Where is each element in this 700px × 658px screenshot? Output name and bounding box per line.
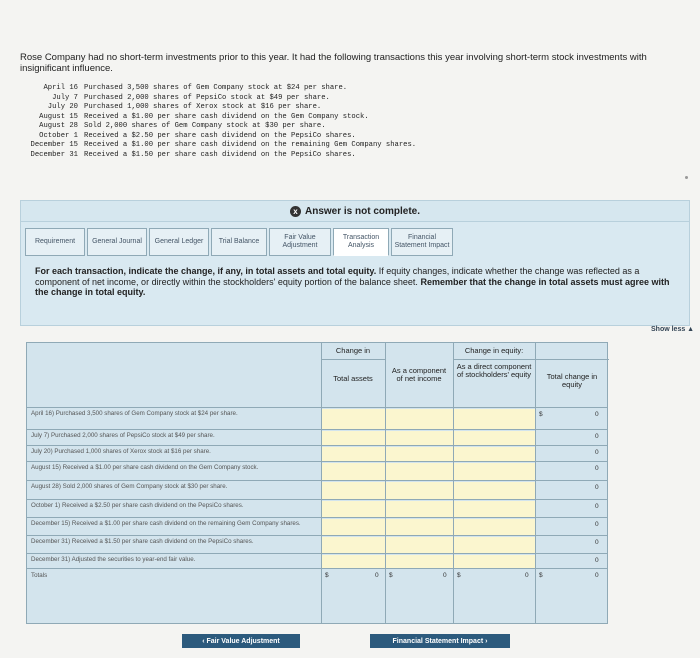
tab-fair-value-adjustment[interactable]: Fair Value Adjustment [269, 228, 331, 256]
row-label: August 28) Sold 2,000 shares of Gem Company stock at $30 per share. [31, 483, 228, 490]
transaction-row [20, 141, 416, 151]
total-assets-input[interactable] [322, 409, 385, 429]
row-label: December 31) Received a $1.50 per share cash dividend on the PepsiCo shares. [31, 538, 254, 545]
direct-equity-input[interactable] [454, 555, 535, 568]
transaction-text: Received a $2.50 per share cash dividend on the PepsiCo shares. [84, 131, 356, 140]
tab-requirement[interactable]: Requirement [25, 228, 85, 256]
tab-general-ledger[interactable]: General Ledger [149, 228, 209, 256]
header-net-income-component: As a component of net income [391, 366, 447, 383]
tabs-panel [20, 222, 690, 326]
totals-assets-value: 0 [375, 572, 379, 579]
total-assets-input[interactable] [322, 482, 385, 499]
direct-equity-input[interactable] [454, 501, 535, 517]
header-total-change-equity: Total change in equity [546, 372, 598, 389]
transaction-date: July 7 [52, 93, 78, 102]
total-assets-input[interactable] [322, 519, 385, 535]
total-equity-value: 0 [595, 433, 599, 440]
total-assets-input[interactable] [322, 537, 385, 553]
transaction-text: Sold 2,000 shares of Gem Company stock at $30 per share. [84, 122, 326, 130]
header-total-assets: Total assets [333, 374, 373, 383]
total-equity-value: 0 [595, 539, 599, 546]
tab-bar [25, 228, 455, 256]
totals-equity-value: 0 [595, 572, 599, 579]
table-row [27, 553, 607, 569]
instructions-main: For each transaction, indicate the change, if any, in total assets and total equity. [35, 266, 377, 276]
header-change-in: Change in [335, 346, 371, 355]
total-assets-input[interactable] [322, 463, 385, 480]
next-tab-button[interactable]: Financial Statement Impact › [370, 634, 510, 648]
decorative-dot [685, 176, 688, 179]
transaction-text: Purchased 3,500 shares of Gem Company stock at $24 per share. [84, 84, 348, 92]
direct-equity-input[interactable] [454, 447, 535, 461]
total-assets-input[interactable] [322, 555, 385, 568]
net-income-input[interactable] [386, 555, 453, 568]
row-label: April 16) Purchased 3,500 shares of Gem Company stock at $24 per share. [31, 410, 238, 417]
row-label: December 15) Received a $1.00 per share cash dividend on the remaining Gem Company shares. [31, 520, 301, 527]
tab-transaction-analysis[interactable]: Transaction Analysis [333, 228, 389, 256]
transaction-row [20, 84, 416, 94]
total-equity-value: 0 [595, 465, 599, 472]
transaction-row [20, 132, 416, 142]
instructions-bold-end: Remember that the change in total assets must agree with the change in total equity. [35, 276, 670, 297]
tab-financial-statement-impact[interactable]: Financial Statement Impact [391, 228, 453, 256]
table-row [27, 461, 607, 481]
total-equity-value: 0 [595, 484, 599, 491]
transaction-date: July 20 [47, 103, 78, 111]
total-assets-input[interactable] [322, 431, 385, 445]
tab-trial-balance[interactable]: Trial Balance [211, 228, 267, 256]
net-income-input[interactable] [386, 463, 453, 480]
totals-direct-value: 0 [525, 572, 529, 579]
net-income-input[interactable] [386, 537, 453, 553]
direct-equity-input[interactable] [454, 482, 535, 499]
transaction-date: December 15 [30, 141, 78, 149]
net-income-input[interactable] [386, 482, 453, 499]
dollar-sign: $ [539, 411, 543, 418]
transaction-date: December 31 [30, 150, 78, 159]
transaction-list [20, 84, 416, 160]
table-row [27, 535, 607, 554]
analysis-table [26, 342, 608, 624]
net-income-input[interactable] [386, 501, 453, 517]
prev-tab-button[interactable]: ‹ Fair Value Adjustment [182, 634, 300, 648]
x-circle-icon: x [290, 206, 301, 217]
table-row [27, 407, 607, 430]
direct-equity-input[interactable] [454, 537, 535, 553]
total-assets-input[interactable] [322, 447, 385, 461]
row-label: August 15) Received a $1.00 per share cash dividend on the Gem Company stock. [31, 464, 259, 471]
transaction-date: August 15 [39, 112, 78, 121]
show-less-link[interactable]: Show less ▲ [651, 326, 695, 333]
totals-label: Totals [31, 572, 48, 579]
total-equity-value: 0 [595, 557, 599, 564]
total-equity-value: 0 [595, 521, 599, 528]
problem-intro: Rose Company had no short-term investments prior to this year. It had the following transactions this year involving short-term stock investments with insignificant influence. [20, 52, 647, 74]
direct-equity-input[interactable] [454, 463, 535, 480]
transaction-date: October 1 [39, 131, 78, 140]
instructions [35, 266, 675, 298]
transaction-row [20, 151, 416, 161]
table-row [27, 499, 607, 518]
net-income-input[interactable] [386, 447, 453, 461]
dollar-sign: $ [389, 572, 393, 579]
header-direct-equity-component: As a direct component of stockholders' equity [456, 362, 532, 379]
table-row [27, 480, 607, 500]
instructions-detail: If equity changes, indicate whether the change was reflected as a component of net income, or directly within the stockholders' equity portion of the balance sheet. [35, 266, 640, 287]
row-label: October 1) Received a $2.50 per share cash dividend on the PepsiCo shares. [31, 502, 244, 509]
row-label: July 20) Purchased 1,000 shares of Xerox stock at $16 per share. [31, 448, 211, 455]
table-row [27, 517, 607, 536]
table-row [27, 445, 607, 462]
row-label: December 31) Adjusted the securities to year-end fair value. [31, 556, 196, 563]
transaction-text: Received a $1.00 per share cash dividend on the remaining Gem Company shares. [84, 141, 417, 149]
direct-equity-input[interactable] [454, 409, 535, 429]
transaction-text: Received a $1.50 per share cash dividend on the PepsiCo shares. [84, 150, 356, 159]
totals-row [27, 568, 607, 585]
net-income-input[interactable] [386, 431, 453, 445]
header-change-in-equity: Change in equity: [464, 346, 524, 355]
tab-general-journal[interactable]: General Journal [87, 228, 147, 256]
transaction-row [20, 94, 416, 104]
table-row [27, 429, 607, 446]
total-assets-input[interactable] [322, 501, 385, 517]
dollar-sign: $ [325, 572, 329, 579]
transaction-text: Purchased 2,000 shares of PepsiCo stock at $49 per share. [84, 93, 330, 102]
direct-equity-input[interactable] [454, 519, 535, 535]
total-equity-value: 0 [595, 503, 599, 510]
row-label: July 7) Purchased 2,000 shares of PepsiCo stock at $49 per share. [31, 432, 215, 439]
transaction-row [20, 122, 416, 132]
transaction-row [20, 103, 416, 113]
transaction-date: April 16 [43, 84, 78, 92]
transaction-row [20, 113, 416, 123]
net-income-input[interactable] [386, 409, 453, 429]
totals-net-income-value: 0 [443, 572, 447, 579]
transaction-text: Received a $1.00 per share cash dividend on the Gem Company stock. [84, 112, 369, 121]
net-income-input[interactable] [386, 519, 453, 535]
transaction-text: Purchased 1,000 shares of Xerox stock at $16 per share. [84, 103, 322, 111]
total-equity-value: 0 [595, 411, 599, 418]
transaction-date: August 28 [39, 122, 78, 130]
answer-status-label: Answer is not complete. [304, 205, 421, 217]
direct-equity-input[interactable] [454, 431, 535, 445]
dollar-sign: $ [539, 572, 543, 579]
answer-status-bar [20, 200, 690, 222]
dollar-sign: $ [457, 572, 461, 579]
total-equity-value: 0 [595, 449, 599, 456]
